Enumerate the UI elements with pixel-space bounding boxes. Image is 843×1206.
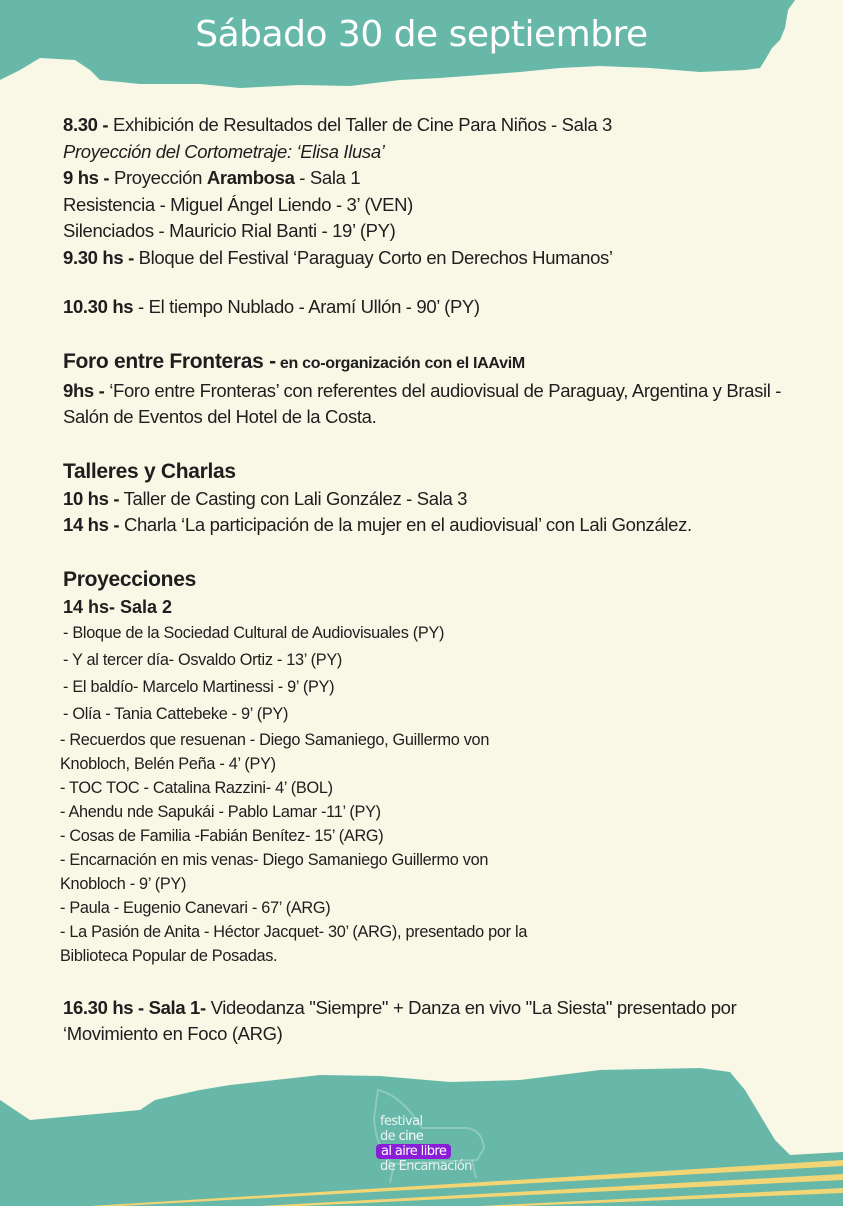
time-label: 16.30 hs - Sala 1- xyxy=(63,996,206,1018)
film-item: Knobloch - 9’ (PY) xyxy=(60,874,187,893)
event-text: Taller de Casting con Lali González - Sala 3 xyxy=(119,487,468,509)
festival-logo xyxy=(380,1114,472,1174)
event-text: ‘Foro entre Fronteras’ con referentes del audiovisual de Paraguay, Argentina y Brasil - xyxy=(104,379,782,401)
time-label: 10.30 hs xyxy=(63,296,134,317)
film-item: - Olía - Tania Cattebeke - 9’ (PY) xyxy=(63,704,289,723)
event-text: Exhibición de Resultados del Taller de Cine Para Niños - Sala 3 xyxy=(108,114,612,135)
section-heading-talleres: Talleres y Charlas xyxy=(63,459,236,483)
event-text: Charla ‘La participación de la mujer en el audiovisual’ con Lali González. xyxy=(119,514,692,535)
schedule-line xyxy=(63,165,833,192)
time-label: 9.30 hs - xyxy=(63,246,134,268)
session-subheading: 14 hs- Sala 2 xyxy=(63,596,173,617)
film-list xyxy=(60,620,833,968)
logo-line xyxy=(380,1144,472,1159)
section-heading-proyecciones: Proyecciones xyxy=(63,567,196,591)
schedule-line xyxy=(63,294,833,321)
film-item: - La Pasión de Anita - Héctor Jacquet- 30’ (ARG), presentado por la xyxy=(60,922,528,941)
time-label: 9 hs - xyxy=(63,167,110,188)
logo-line: de Encarnación xyxy=(380,1159,472,1174)
schedule-line xyxy=(63,995,833,1022)
film-item: - Recuerdos que resuenan - Diego Samaniego, Guillermo von xyxy=(60,730,490,749)
time-label: 8.30 - xyxy=(63,114,109,135)
heading-subtext: en co-organización con el IAAviM xyxy=(275,354,525,372)
schedule-line: Salón de Eventos del Hotel de la Costa. xyxy=(63,406,377,427)
logo-highlight: al aire libre xyxy=(376,1144,451,1159)
film-item: - Paula - Eugenio Canevari - 67’ (ARG) xyxy=(60,898,331,917)
event-text: Videodanza "Siempre" + Danza en vivo "La Siesta" presentado por xyxy=(205,996,737,1018)
section-heading-foro xyxy=(63,348,833,378)
event-text: - Sala 1 xyxy=(294,167,361,188)
film-item: - Y al tercer día- Osvaldo Ortiz - 13’ (PY) xyxy=(63,650,343,669)
event-text: Proyección xyxy=(109,167,207,188)
time-label: 9hs - xyxy=(63,379,105,401)
schedule-line: Resistencia - Miguel Ángel Liendo - 3’ (VEN) xyxy=(63,193,413,215)
page-title: Sábado 30 de septiembre xyxy=(195,14,648,55)
schedule-content xyxy=(60,112,833,1048)
film-item: Knobloch, Belén Peña - 4’ (PY) xyxy=(60,754,276,773)
logo-line xyxy=(380,1129,472,1144)
event-text: Bloque del Festival ‘Paraguay Corto en Derechos Humanos’ xyxy=(133,246,613,268)
schedule-line: Silenciados - Mauricio Rial Banti - 19’ (PY) xyxy=(63,220,396,241)
schedule-line xyxy=(63,486,833,513)
film-item: - Bloque de la Sociedad Cultural de Audiovisuales (PY) xyxy=(63,623,445,642)
film-item: - Encarnación en mis venas- Diego Samaniego Guillermo von xyxy=(60,850,489,869)
film-item: - Cosas de Familia -Fabián Benítez- 15’ (ARG) xyxy=(60,826,384,845)
logo-word: cine xyxy=(398,1129,424,1144)
schedule-line xyxy=(63,245,833,272)
time-label: 10 hs - xyxy=(63,487,120,509)
schedule-line xyxy=(63,512,833,539)
logo-word: de xyxy=(380,1129,399,1144)
event-text: - El tiempo Nublado - Aramí Ullón - 90’ (PY) xyxy=(133,296,480,317)
logo-line: festival xyxy=(380,1114,423,1129)
film-title: Arambosa xyxy=(206,167,295,188)
film-item: Biblioteca Popular de Posadas. xyxy=(60,946,278,965)
film-item: - El baldío- Marcelo Martinessi - 9’ (PY) xyxy=(63,677,335,696)
film-item: - Ahendu nde Sapukái - Pablo Lamar -11’ (PY) xyxy=(60,802,381,821)
schedule-line: Proyección del Cortometraje: ‘Elisa Ilusa’ xyxy=(63,140,385,162)
film-item: - TOC TOC - Catalina Razzini- 4’ (BOL) xyxy=(60,778,333,797)
schedule-line xyxy=(63,112,833,139)
time-label: 14 hs - xyxy=(63,514,120,535)
schedule-line xyxy=(63,378,833,405)
schedule-line: ‘Movimiento en Foco (ARG) xyxy=(63,1023,283,1044)
heading-text: Foro entre Fronteras - xyxy=(63,349,276,373)
